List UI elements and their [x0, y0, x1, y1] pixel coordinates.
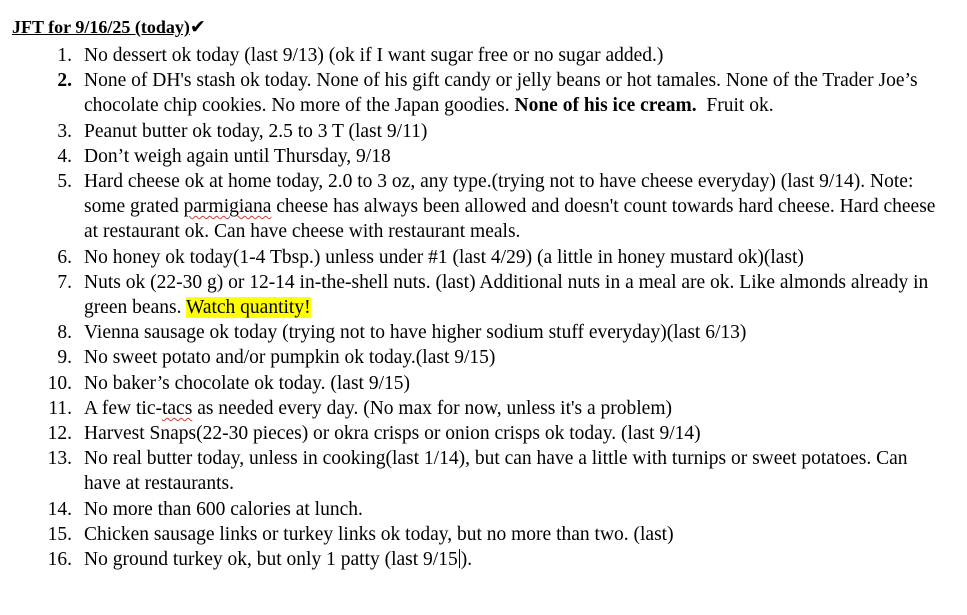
- list-item: [0, 371, 960, 396]
- item-number: 5.: [57, 171, 72, 193]
- item-number: 14.: [47, 498, 72, 520]
- item-number: 13.: [47, 448, 72, 470]
- list-item: [0, 144, 960, 169]
- item-text-end: Fruit ok.: [696, 95, 774, 117]
- item-number: 9.: [57, 347, 72, 369]
- text-cursor[interactable]: [459, 549, 460, 568]
- item-number: 2.: [57, 70, 72, 92]
- list-item: [0, 345, 960, 370]
- list-item: [0, 270, 960, 320]
- list-item: [0, 245, 960, 270]
- rules-list: [0, 43, 967, 572]
- item-text: Chicken sausage links or turkey links ok today, but no more than two. (last): [84, 523, 674, 545]
- spellcheck-word: parmigiana: [183, 196, 272, 218]
- item-text: No sweet potato and/or pumpkin ok today.(last 9/15): [84, 347, 496, 369]
- item-text: None of DH's stash ok today. None of his gift candy or jelly beans or hot tamales. None of the Trader Joe’s chocolate chip cookies. No more of the Japan goodies.: [84, 70, 918, 117]
- item-text: No real butter today, unless in cooking(last 1/14), but can have a little with turnips or sweet potatoes. Can have at restaurants.: [84, 448, 908, 495]
- list-item: [0, 320, 960, 345]
- list-item: [0, 169, 960, 245]
- list-item: [0, 43, 960, 68]
- item-text: No dessert ok today (last 9/13) (ok if I want sugar free or no sugar added.): [84, 45, 664, 66]
- item-number: 1.: [57, 45, 72, 66]
- item-number: 6.: [57, 246, 72, 268]
- item-number: 16.: [47, 549, 72, 571]
- list-item: [0, 119, 960, 144]
- item-text: No more than 600 calories at lunch.: [84, 498, 363, 520]
- item-number: 4.: [57, 145, 72, 167]
- item-text: No honey ok today(1-4 Tbsp.) unless under #1 (last 4/29) (a little in honey mustard ok)(last): [84, 246, 804, 268]
- spellcheck-word: tacs: [161, 397, 193, 419]
- list-item: [0, 68, 960, 118]
- list-item: [0, 497, 960, 522]
- item-number: 8.: [57, 322, 72, 344]
- list-item: [0, 421, 960, 446]
- item-text: Nuts ok (22-30 g) or 12-14 in-the-shell nuts. (last) Additional nuts in a meal are ok. Like almonds already in green beans.: [84, 271, 929, 319]
- item-number: 10.: [47, 372, 72, 394]
- list-item: [0, 446, 960, 496]
- item-number: 12.: [47, 423, 72, 445]
- item-text: Hard cheese ok at home today, 2.0 to 3 oz, any type.(trying not to have cheese everyday) (last 9/14). Note: some grated: [84, 171, 914, 218]
- item-number: 7.: [57, 271, 72, 293]
- item-text: A few tic-: [84, 397, 162, 419]
- item-text-end: cheese has always been allowed and doesn't count towards hard cheese. Hard cheese at restaurant ok. Can have cheese with restaurant meals.: [84, 196, 936, 243]
- item-text: No baker’s chocolate ok today. (last 9/15): [84, 372, 410, 394]
- highlighted-text: Watch quantity!: [185, 297, 311, 319]
- item-text: No ground turkey ok, but only 1 patty (last 9/15: [84, 549, 458, 571]
- item-text: Vienna sausage ok today (trying not to have higher sodium stuff everyday)(last 6/13): [84, 322, 747, 344]
- item-number: 3.: [57, 120, 72, 142]
- item-text-end: as needed every day. (No max for now, unless it's a problem): [192, 397, 672, 419]
- item-text: Don’t weigh again until Thursday, 9/18: [84, 145, 391, 167]
- document-title: [12, 16, 206, 38]
- list-item: [0, 522, 960, 547]
- item-text-bold: None of his ice cream.: [514, 95, 697, 117]
- checkmark-icon: ✔: [189, 16, 206, 38]
- list-item: [0, 396, 960, 421]
- item-text-end: ).: [460, 549, 473, 571]
- item-text: Peanut butter ok today, 2.5 to 3 T (last 9/11): [84, 120, 428, 142]
- list-item: [0, 547, 960, 572]
- item-number: 11.: [48, 397, 72, 419]
- title-text: JFT for 9/16/25 (today): [12, 17, 190, 37]
- item-number: 15.: [47, 523, 72, 545]
- item-text: Harvest Snaps(22-30 pieces) or okra crisps or onion crisps ok today. (last 9/14): [84, 423, 701, 445]
